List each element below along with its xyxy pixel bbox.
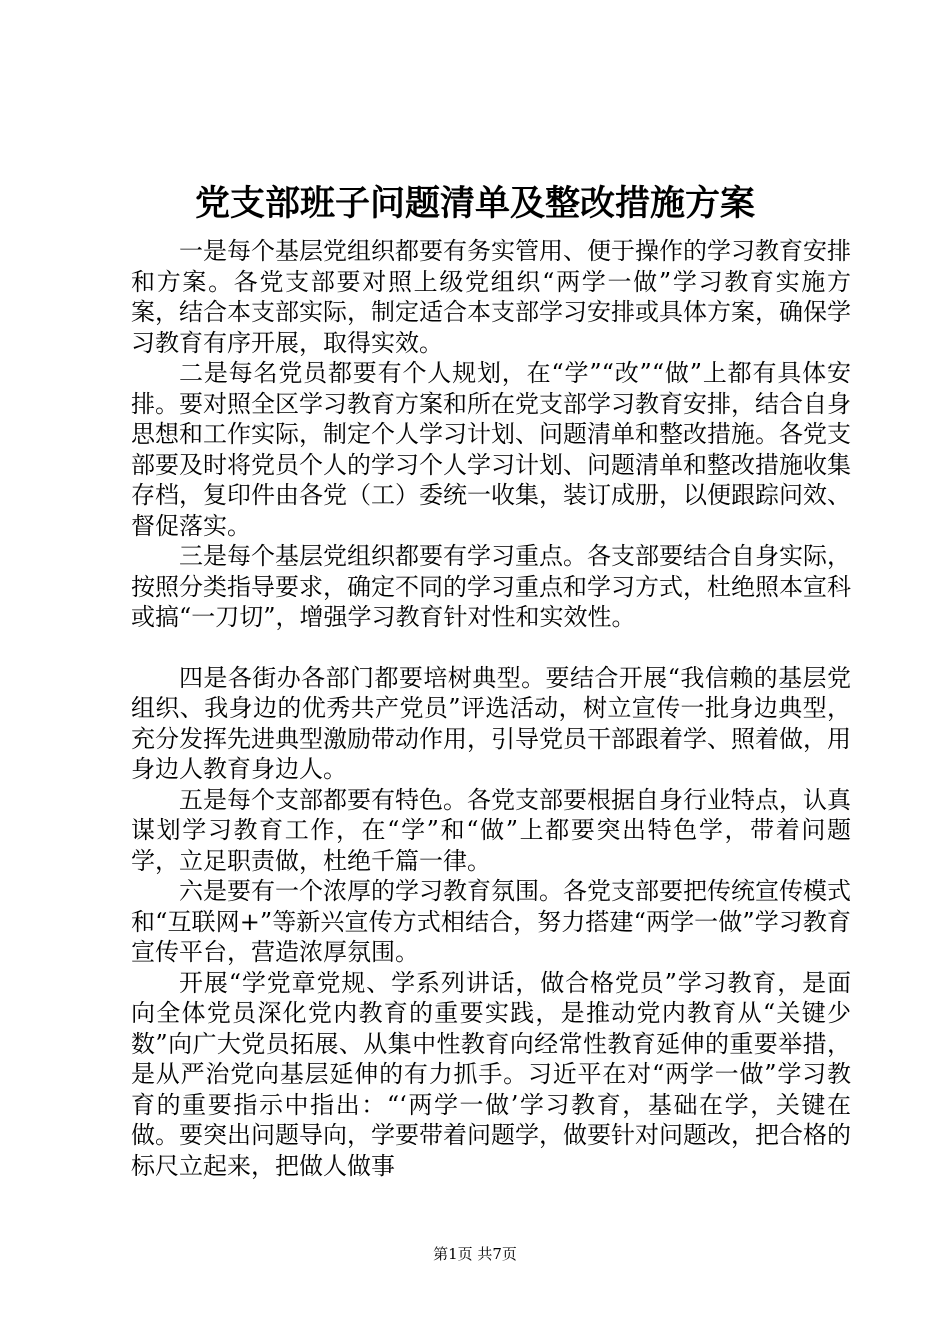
document-body [131,236,851,1181]
document-title: 党支部班子问题清单及整改措施方案 [194,183,755,224]
paragraph-6: 六是要有一个浓厚的学习教育氛围。各党支部要把传统宣传模式和“互联网+”等新兴宣传方式相结合，努力搭建“两学一做”学习教育宣传平台，营造浓厚氛围。 [131,877,851,966]
paragraph-5: 五是每个支部都要有特色。各党支部要根据自身行业特点，认真谋划学习教育工作，在“学”和“做”上都要突出特色学，带着问题学，立足职责做，杜绝千篇一律。 [131,785,851,875]
paragraph-4: 四是各街办各部门都要培树典型。要结合开展“我信赖的基层党组织、我身边的优秀共产党员”评选活动，树立宣传一批身边典型，充分发挥先进典型激励带动作用，引导党员干部跟着学、照着做，用身边人教育身边人。 [131,663,851,783]
paragraph-7: 开展“学党章党规、学系列讲话，做合格党员”学习教育，是面向全体党员深化党内教育的重要实践，是推动党内教育从“关键少数”向广大党员拓展、从集中性教育向经常性教育延伸的重要举措，是从严治党向基层延伸的有力抓手。习近平在对“两学一做”学习教育的重要指示中指出：“‘两学一做’学习教育，基础在学，关键在做。要突出问题导向，学要带着问题学，做要针对问题改，把合格的标尺立起来，把做人做事 [131,968,851,1180]
paragraph-2: 二是每名党员都要有个人规划，在“学”“改”“做”上都有具体安排。要对照全区学习教育方案和所在党支部学习教育安排，结合自身思想和工作实际，制定个人学习计划、问题清单和整改措施。各党支部要及时将党员个人的学习个人学习计划、问题清单和整改措施收集存档，复印件由各党（工）委统一收集，装订成册，以便跟踪问效、督促落实。 [131,359,851,540]
paragraph-3: 三是每个基层党组织都要有学习重点。各支部要结合自身实际，按照分类指导要求，确定不同的学习重点和学习方式，杜绝照本宣科或搞“一刀切”，增强学习教育针对性和实效性。 [131,542,851,631]
page-footer: 第1页 共7页 [433,1245,517,1263]
paragraph-1: 一是每个基层党组织都要有务实管用、便于操作的学习教育安排和方案。各党支部要对照上级党组织“两学一做”学习教育实施方案，结合本支部实际，制定适合本支部学习安排或具体方案，确保学习教育有序开展，取得实效。 [131,237,851,357]
